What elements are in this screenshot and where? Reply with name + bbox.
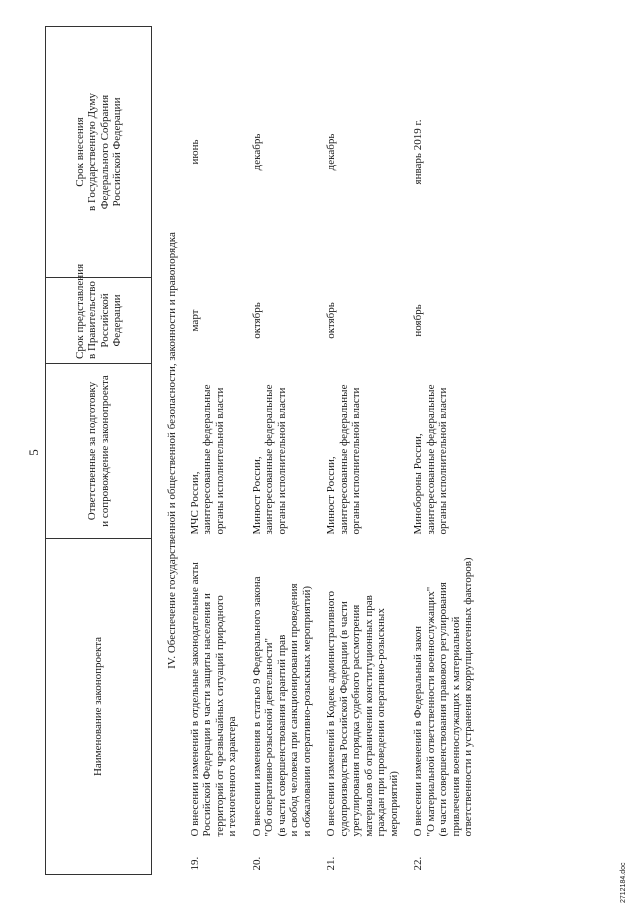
section-heading-row bbox=[152, 26, 187, 874]
submission-deadline: март bbox=[188, 309, 201, 332]
table-header-row bbox=[46, 26, 152, 874]
bill-name: О внесении изменений в Кодекс административного судопроизводства Российской Федерации (в части урегулирования порядка судебного рассмотрения материалов об ограничении конституционных прав граждан при проведении оперативно-розыскных мероприятий) bbox=[325, 591, 400, 837]
header-name: Наименование законопроекта bbox=[46, 538, 152, 874]
responsible-bodies: Минюст России, заинтересованные федеральные органы исполнительной власти bbox=[250, 384, 288, 535]
table-row bbox=[249, 26, 324, 874]
row-number: 22. bbox=[412, 856, 424, 871]
header-duma-deadline: Срок внесения в Государственную Думу Федерального Собрания Российской Федерации bbox=[46, 26, 152, 277]
file-name-footer: 2712184.doc bbox=[620, 862, 627, 903]
submission-deadline: ноябрь bbox=[412, 304, 424, 337]
duma-deadline: декабрь bbox=[325, 133, 337, 171]
row-number: 21. bbox=[325, 856, 337, 871]
header-submission-deadline: Срок представления в Правительство Российской Федерации bbox=[46, 277, 152, 363]
legislation-plan-table bbox=[45, 26, 479, 875]
bill-name: О внесении изменений в отдельные законодательные акты Российской Федерации в части защиты населения и территорий от чрезвычайных ситуаций природного и техногенного характера bbox=[188, 562, 238, 837]
duma-deadline: январь 2019 г. bbox=[412, 119, 424, 185]
bill-name: О внесении изменений в Федеральный закон "О материальной ответственности военнослужащих" (в части совершенствования правового регулирования привлечения военнослужащих к материальной ответственности и устранения коррупциогенных факторов) bbox=[412, 557, 474, 837]
table-row bbox=[323, 26, 410, 874]
submission-deadline: октябрь bbox=[250, 302, 263, 339]
duma-deadline: декабрь bbox=[250, 133, 263, 171]
submission-deadline: октябрь bbox=[325, 302, 337, 339]
section-heading: IV. Обеспечение государственной и общественной безопасности, законности и правопорядка bbox=[166, 232, 178, 669]
responsible-bodies: Минобороны России, заинтересованные федеральные органы исполнительной власти bbox=[412, 384, 449, 535]
row-number: 20. bbox=[250, 856, 263, 871]
table-row bbox=[187, 26, 249, 874]
duma-deadline: июнь bbox=[188, 139, 201, 165]
responsible-bodies: Минюст России, заинтересованные федеральные органы исполнительной власти bbox=[325, 384, 362, 535]
table-row bbox=[410, 26, 479, 874]
row-number: 19. bbox=[188, 856, 201, 871]
responsible-bodies: МЧС России, заинтересованные федеральные органы исполнительной власти bbox=[188, 384, 226, 535]
page-number: 5 bbox=[26, 449, 41, 456]
header-responsible: Ответственные за подготовку и сопровождение законопроекта bbox=[46, 363, 152, 538]
bill-name: О внесении изменения в статью 9 Федерального закона "Об оперативно-розыскной деятельности" (в части совершенствования гарантий прав и свобод человека при санкционировании проведения и обжаловании оперативно-розыскных мероприятий) bbox=[250, 576, 313, 837]
